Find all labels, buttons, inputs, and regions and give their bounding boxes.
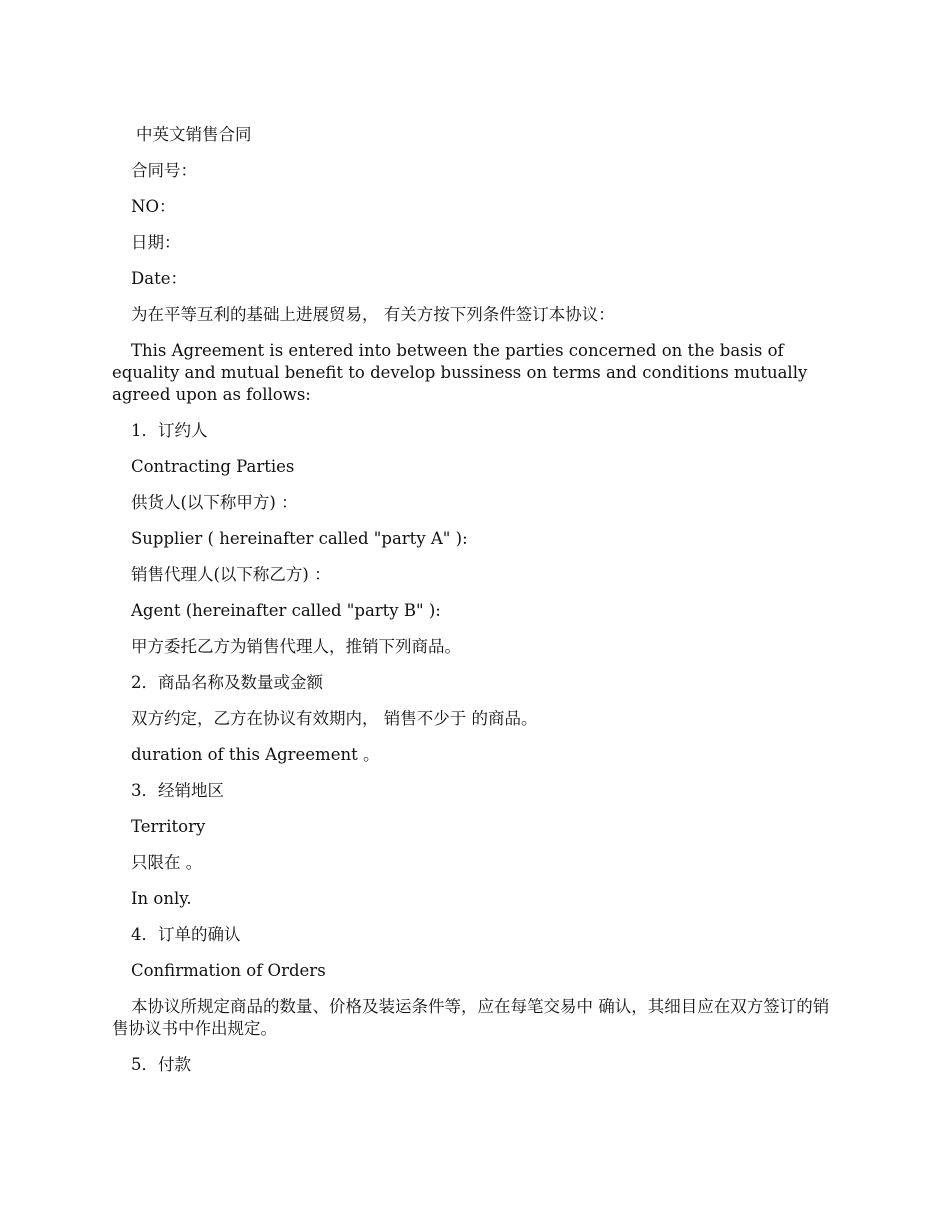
section-4-heading-en: Confirmation of Orders — [131, 961, 326, 980]
section-3-heading-cn: 3．经销地区 — [131, 781, 224, 800]
order-confirmation-clause-cn: 本协议所规定商品的数量、价格及装运条件等，应在每笔交易中 确认，其细目应在双方签订的销售协议书中作出规定。 — [112, 997, 830, 1038]
territory-clause-en: In only. — [131, 889, 192, 908]
contract-number-label-cn: 合同号： — [131, 161, 197, 180]
section-1-heading-cn: 1．订约人 — [131, 421, 208, 440]
date-label-en: Date： — [131, 269, 187, 288]
document-title: 中英文销售合同 — [136, 125, 252, 144]
section-5-heading-cn: 5．付款 — [131, 1055, 191, 1074]
quantity-clause-en: duration of this Agreement 。 — [131, 745, 380, 764]
quantity-clause-cn: 双方约定，乙方在协议有效期内， 销售不少于 的商品。 — [131, 709, 538, 728]
agent-label-en: Agent (hereinafter called "party B" ): — [131, 601, 441, 620]
section-3-heading-en: Territory — [131, 817, 206, 836]
contract-number-label-en: NO： — [131, 197, 176, 216]
preamble-cn: 为在平等互利的基础上进展贸易， 有关方按下列条件签订本协议： — [131, 305, 615, 324]
supplier-label-en: Supplier ( hereinafter called "party A" ): — [131, 529, 468, 548]
document-page — [112, 124, 832, 1090]
date-label-cn: 日期： — [131, 233, 181, 252]
entrust-clause-cn: 甲方委托乙方为销售代理人，推销下列商品。 — [131, 637, 461, 656]
preamble-en: This Agreement is entered into between the parties concerned on the basis of equality and mutual benefit to develop bussiness on terms and conditions mutually agreed upon as follows: — [112, 341, 808, 404]
agent-label-cn: 销售代理人(以下称乙方) ： — [131, 565, 331, 584]
section-4-heading-cn: 4．订单的确认 — [131, 925, 241, 944]
supplier-label-cn: 供货人(以下称甲方) ： — [131, 493, 298, 512]
section-1-heading-en: Contracting Parties — [131, 457, 295, 476]
section-2-heading-cn: 2．商品名称及数量或金额 — [131, 673, 323, 692]
territory-clause-cn: 只限在 。 — [131, 853, 203, 872]
